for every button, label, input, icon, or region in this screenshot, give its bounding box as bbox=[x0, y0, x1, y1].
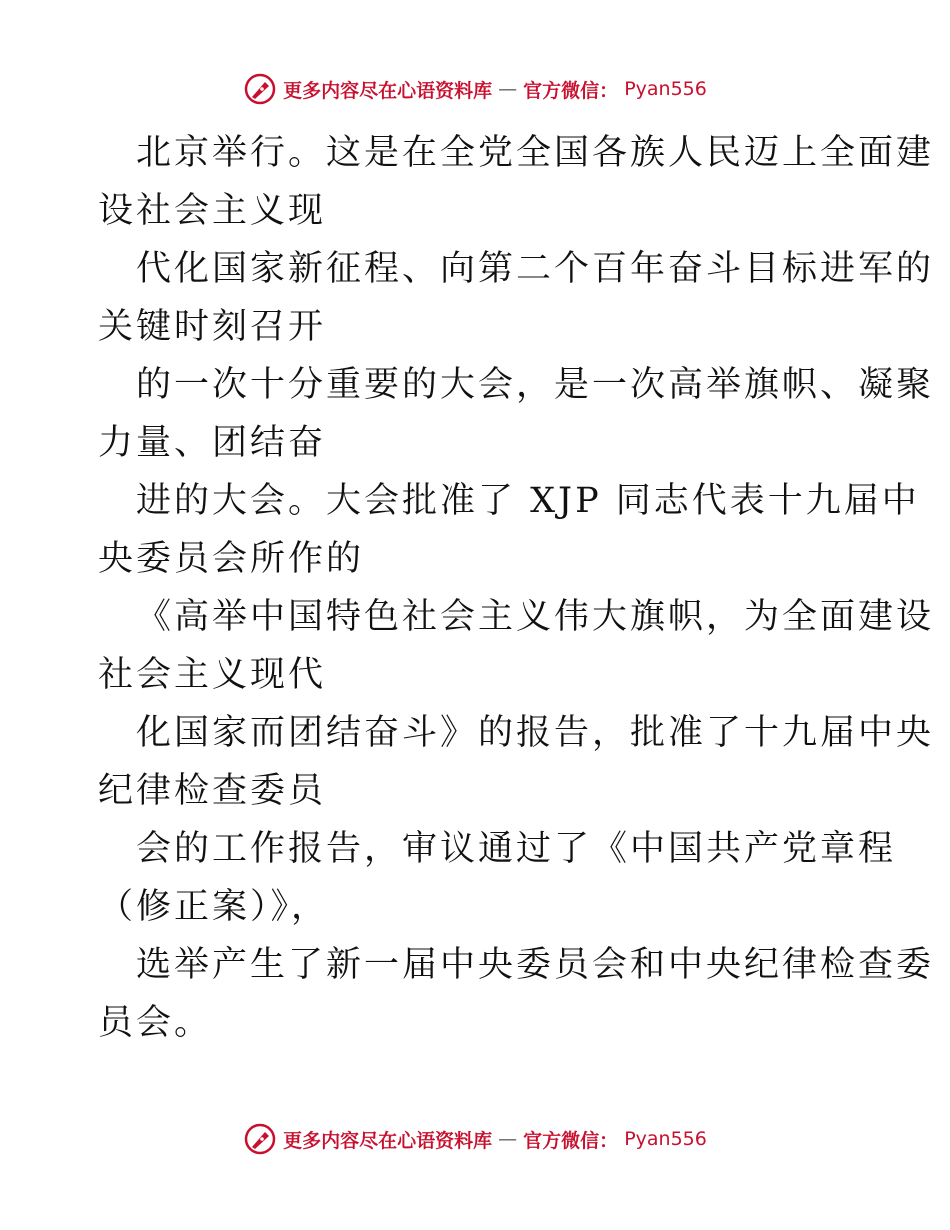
paragraph-line: 力量、团结奋 bbox=[98, 423, 327, 463]
watermark-wechat-label: 官方微信： bbox=[523, 1129, 619, 1152]
watermark-wechat-id: Pyan556 bbox=[624, 1128, 707, 1150]
watermark-text: 更多内容尽在心语资料库 bbox=[283, 1129, 493, 1152]
paragraph-line: 北京举行。这是在全党全国各族人民迈上全面建 bbox=[136, 133, 935, 173]
watermark-wechat-id: Pyan556 bbox=[624, 78, 707, 100]
paragraph-line: 选举产生了新一届中央委员会和中央纪律检查委 bbox=[136, 945, 935, 985]
paragraph bbox=[98, 704, 935, 820]
footer-watermark bbox=[0, 1122, 950, 1156]
watermark-text: 更多内容尽在心语资料库 bbox=[283, 79, 493, 102]
watermark-dash: — bbox=[498, 1128, 518, 1150]
paragraph-line: 化国家而团结奋斗》的报告，批准了十九届中央 bbox=[136, 713, 935, 753]
paragraph-line: 关键时刻召开 bbox=[98, 307, 327, 347]
paragraph bbox=[98, 588, 935, 704]
watermark-wechat-label: 官方微信： bbox=[523, 79, 619, 102]
paragraph bbox=[98, 124, 935, 240]
paragraph-line: 设社会主义现 bbox=[98, 191, 327, 231]
paragraph bbox=[98, 356, 935, 472]
header-watermark bbox=[0, 72, 950, 106]
paragraph-line: （修正案）》， bbox=[98, 887, 330, 927]
paragraph-line: 会的工作报告，审议通过了《中国共产党章程 bbox=[136, 829, 897, 869]
paragraph bbox=[98, 472, 920, 588]
paragraph-line: 代化国家新征程、向第二个百年奋斗目标进军的 bbox=[136, 249, 935, 289]
paragraph bbox=[98, 240, 935, 356]
paragraph-line: 央委员会所作的 bbox=[98, 539, 365, 579]
pen-nib-logo-icon bbox=[243, 1122, 277, 1156]
paragraph bbox=[98, 820, 897, 936]
paragraph-line: 社会主义现代 bbox=[98, 655, 327, 695]
pen-nib-logo-icon bbox=[243, 72, 277, 106]
paragraph-line: 纪律检查委员 bbox=[98, 771, 327, 811]
paragraph bbox=[98, 936, 935, 1052]
document-body bbox=[98, 124, 935, 1052]
paragraph-line: 的一次十分重要的大会，是一次高举旗帜、凝聚 bbox=[136, 365, 935, 405]
paragraph-line: 员会。 bbox=[98, 1003, 213, 1043]
watermark-dash: — bbox=[498, 78, 518, 100]
paragraph-line: 《高举中国特色社会主义伟大旗帜，为全面建设 bbox=[136, 597, 935, 637]
paragraph-line: 进的大会。大会批准了 XJP 同志代表十九届中 bbox=[136, 481, 920, 521]
